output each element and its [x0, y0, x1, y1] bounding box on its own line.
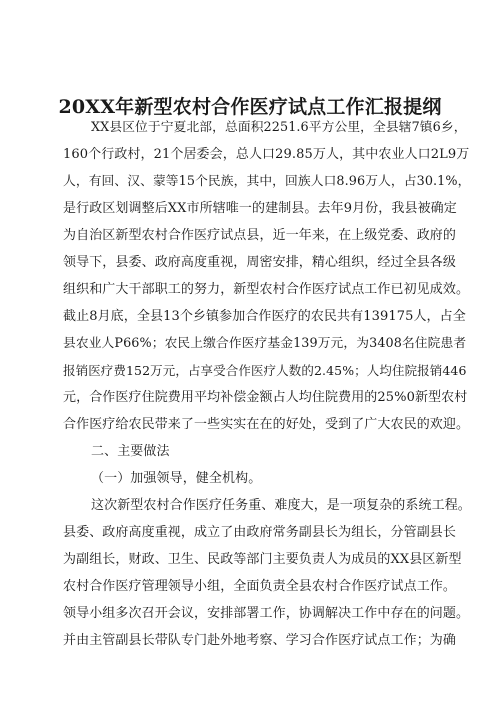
body-line: 这次新型农村合作医疗任务重、难度大，是一项复杂的系统工程。 [91, 498, 471, 513]
body-line: 人，有回、汉、蒙等15个民族，其中，回族人口8.96万人，占30.1%， [63, 174, 471, 189]
body-line: 160个行政村，21个居委会，总人口29.85万人，其中农业人口2L9万 [63, 147, 470, 162]
body-line: 截止8月底，全县13个乡镇参加合作医疗的农民共有139175人，占全 [63, 309, 466, 324]
body-line: 领导下，县委、政府高度重视，周密安排，精心组织，经过全县各级 [63, 255, 457, 270]
body-line: 县农业人P66%；农民上缴合作医疗基金139万元，为3408名住院患者 [63, 336, 467, 351]
body-line: 县委、政府高度重视，成立了由政府常务副县长为组长，分管副县长 [63, 525, 457, 540]
body-line: 农村合作医疗管理领导小组，全面负责全县农村合作医疗试点工作。 [63, 579, 457, 594]
body-line: XX县区位于宁夏北部，总面积2251.6平方公里，全县辖7镇6乡， [91, 120, 467, 135]
body-line: 为副组长，财政、卫生、民政等部门主要负责人为成员的XX县区新型 [63, 552, 462, 567]
subsection-heading: （一）加强领导，健全机构。 [91, 471, 262, 486]
body-line: 是行政区划调整后XX市所辖唯一的建制县。去年9月份，我县被确定 [63, 201, 457, 216]
document-title: 20XX年新型农村合作医疗试点工作汇报提纲 [58, 96, 442, 118]
body-line: 元，合作医疗住院费用平均补偿金额占人均住院费用的25%0新型农村 [63, 390, 468, 405]
body-line: 合作医疗给农民带来了一些实实在在的好处，受到了广大农民的欢迎。 [63, 417, 470, 432]
body-line: 组织和广大干部职工的努力，新型农村合作医疗试点工作已初见成效。 [63, 282, 470, 297]
body-line: 报销医疗费152万元，占享受合作医疗人数的2.45%；人均住院报销446 [63, 363, 467, 378]
body-line: 为自治区新型农村合作医疗试点县，近一年来，在上级党委、政府的 [63, 228, 457, 243]
section-heading: 二、主要做法 [91, 444, 170, 459]
body-line: 领导小组多次召开会议，安排部署工作，协调解决工作中存在的问题。 [63, 606, 470, 621]
body-line: 并由主管副县长带队专门赴外地考察、学习合作医疗试点工作；为确 [63, 633, 457, 648]
